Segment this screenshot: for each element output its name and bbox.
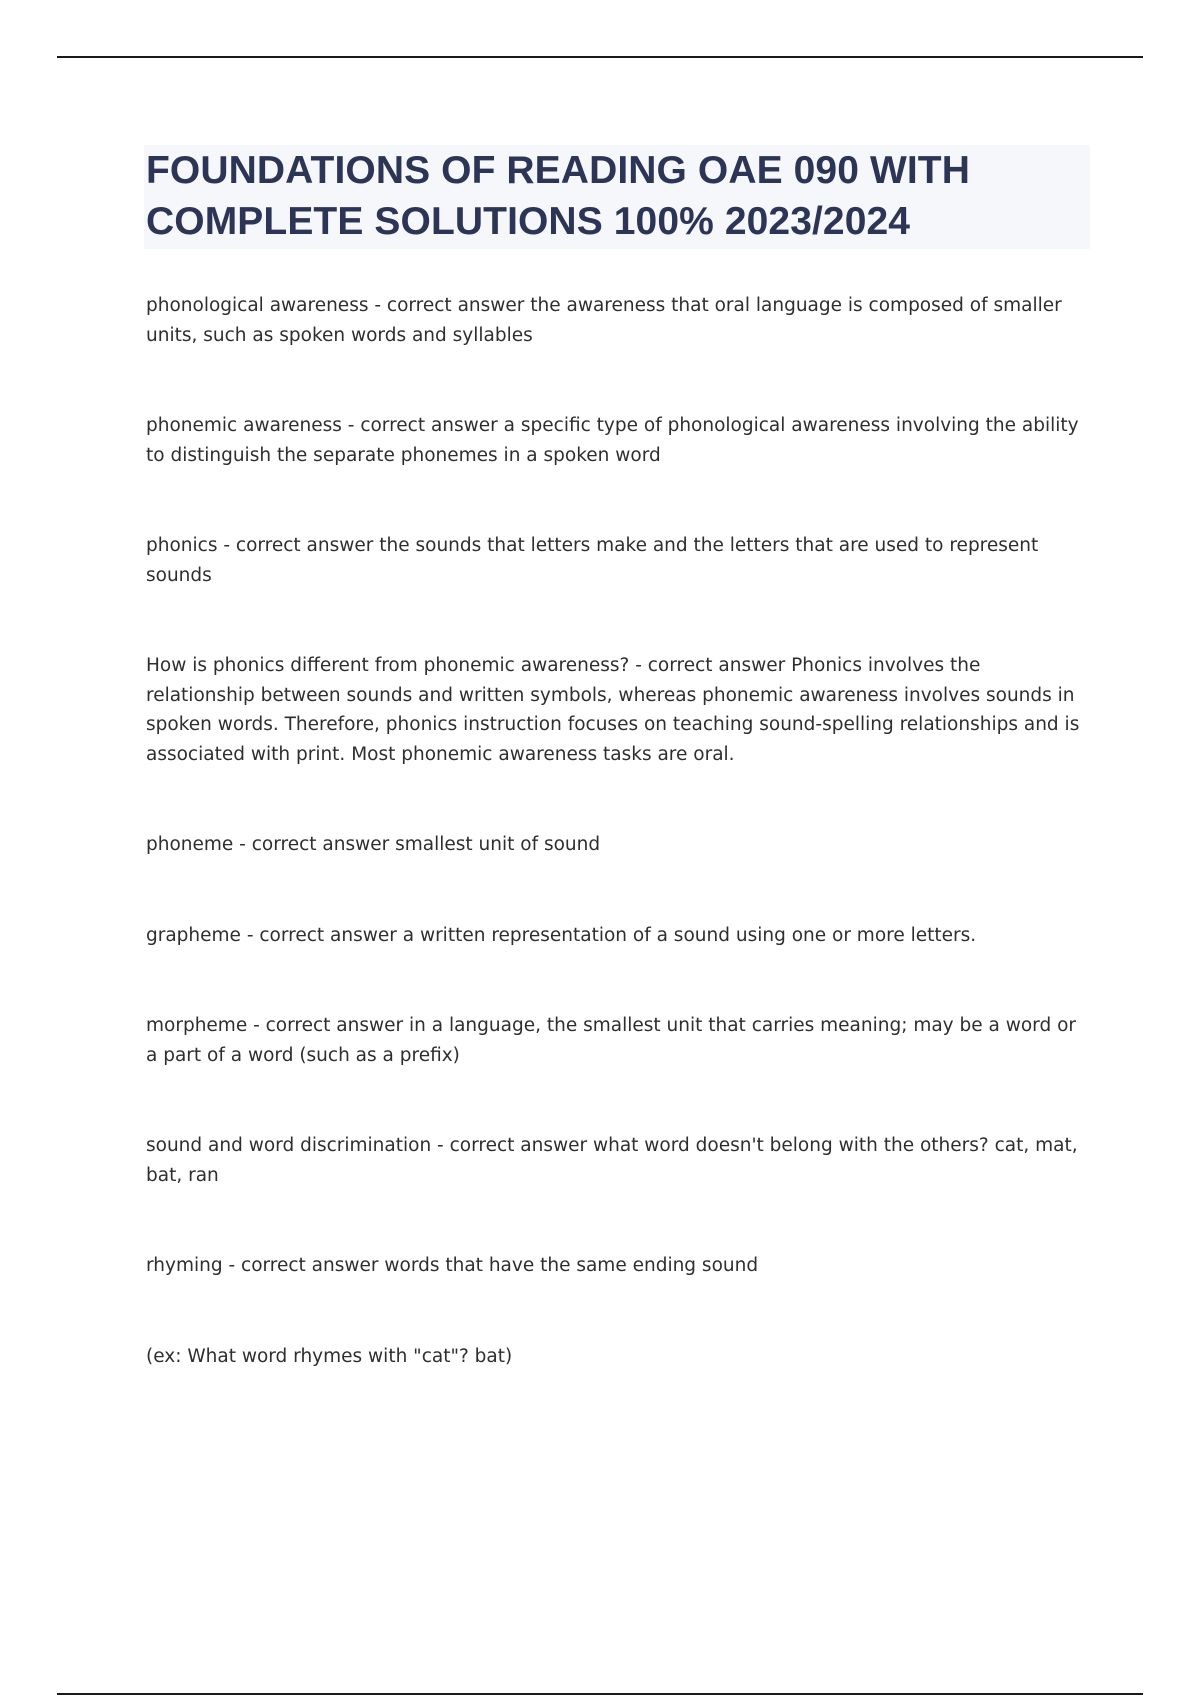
title-block <box>144 145 1090 249</box>
entry-phonics: phonics - correct answer the sounds that letters make and the letters that are used to represent sounds <box>146 535 1039 586</box>
document-title <box>146 145 1090 247</box>
entry-morpheme: morpheme - correct answer in a language, the smallest unit that carries meaning; may be a word or a part of a word (such as a prefix) <box>146 1015 1077 1066</box>
entry-sound-word-discrimination: sound and word discrimination - correct answer what word doesn't belong with the others? cat, mat, bat, ran <box>146 1135 1078 1186</box>
entry-phonological-awareness: phonological awareness - correct answer the awareness that oral language is composed of smaller units, such as spoken words and syllables <box>146 295 1062 346</box>
entry-rhyming-example: (ex: What word rhymes with "cat"? bat) <box>146 1345 513 1367</box>
bottom-rule <box>57 1693 1143 1695</box>
title-line-2: COMPLETE SOLUTIONS 100% 2023/2024 <box>146 200 911 243</box>
entry-phonemic-awareness: phonemic awareness - correct answer a specific type of phonological awareness involving the ability to distinguish the separate phonemes in a spoken word <box>146 415 1079 466</box>
entry-phoneme: phoneme - correct answer smallest unit of sound <box>146 834 601 855</box>
top-rule <box>57 56 1143 58</box>
entry-grapheme: grapheme - correct answer a written representation of a sound using one or more letters. <box>146 924 977 946</box>
entry-phonics-vs-phonemic: How is phonics different from phonemic awareness? - correct answer Phonics involves the relationship between sounds and written symbols, whereas phonemic awareness involves sounds in spoken words. Therefore, phonics instruction focuses on teaching sound-spelling relationships and is associated with print. Most phonemic awareness tasks are oral. <box>146 655 1080 765</box>
title-line-1: FOUNDATIONS OF READING OAE 090 WITH <box>146 149 970 192</box>
flashcard-list <box>146 291 1092 1432</box>
entry-rhyming: rhyming - correct answer words that have the same ending sound <box>146 1255 759 1276</box>
